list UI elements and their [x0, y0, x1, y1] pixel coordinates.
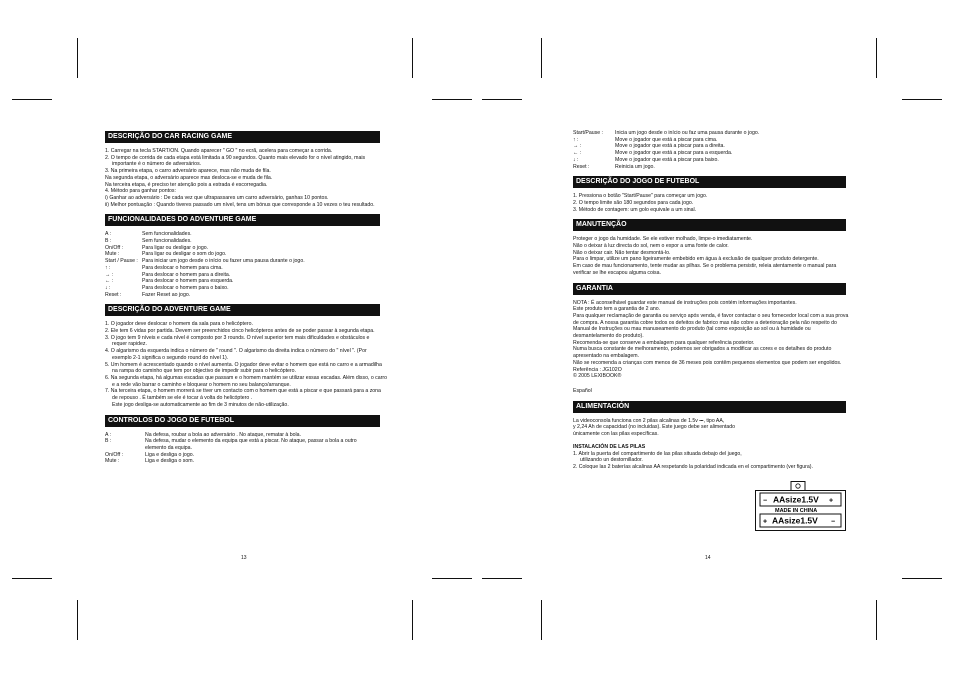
text-line: 6. Na segunda etapa, há algumas escadas que passam e o homem mantém se utilizar essas escadas. Além disso, o carro	[105, 374, 388, 381]
control-key: Reset :	[105, 291, 122, 298]
text-line: Proteger o jogo da humidade. Se ele estiver molhado, limpe-o imediatamente.	[573, 236, 753, 243]
battery-label-top: AAsize1.5V	[773, 494, 819, 505]
control-description: Move o jogador que está a piscar para cima.	[615, 136, 718, 143]
text-line: de compra. A nossa garantia cobre todos os defeitos de fabrico mas não cobre a deterioração pela não respeito do	[573, 319, 837, 326]
crop-mark	[77, 600, 78, 640]
control-key: Mute :	[105, 458, 120, 465]
text-line: Na segunda etapa, o adversário aparece mas desloca-se e muda de fila.	[105, 174, 273, 181]
control-row	[573, 150, 846, 157]
text-line: y 2,24 Ah de capacidad (no incluidas). Este juego debe ser alimentado	[573, 424, 736, 431]
page-number-left: 13	[241, 555, 247, 561]
control-key: B :	[105, 438, 112, 445]
control-description: Para deslocar o homem para a direita.	[142, 271, 231, 278]
text-line: Não se recomenda a crianças com menos de 36 meses pois contêm pequenos elementos que podem ser engolidos.	[573, 359, 842, 366]
control-key: Start/Pause :	[573, 130, 603, 136]
control-row	[105, 258, 380, 265]
language-label: Español	[573, 387, 592, 394]
text-line: apresentado na embalagem.	[573, 353, 640, 360]
control-key: ← :	[105, 278, 114, 285]
control-key: ↑ :	[105, 264, 111, 271]
text-line: 4. Método para ganhar pontos:	[105, 188, 176, 195]
text-line: Este produto tem a garantia de 2 ano.	[573, 306, 661, 313]
control-row	[105, 265, 380, 272]
control-row	[105, 245, 380, 252]
crop-mark	[77, 38, 78, 78]
crop-mark	[902, 99, 942, 100]
text-line: 5. Um homem é acrescentado quando o nível aumenta. O jogador deve evitar o homem que está no carro e a armadilha	[105, 361, 382, 368]
section-title-warranty: GARANTIA	[573, 283, 846, 295]
control-description: Sem funcionalidades.	[142, 231, 192, 238]
text-line: 2. O tempo limite são 180 segundos para cada jogo.	[573, 199, 694, 206]
battery-compartment-figure	[755, 481, 846, 531]
control-description: elemento da equipa.	[145, 444, 193, 451]
control-description: Na defesa, mudar o elemento da equipa que está a piscar. No ataque, passar a bola a outro	[145, 438, 357, 445]
text-line: 1. Abrir la puerta del compartimento de las pilas situada debajo del juego,	[573, 450, 742, 457]
football-controls-continued	[573, 130, 846, 170]
right-page	[573, 130, 849, 471]
text-line: desmantelamento do produto).	[573, 333, 644, 340]
text-line: 4. O algarismo da esquerda indica o número de " round ". O algarismo da direita indica o número do " nível ". (Por	[105, 348, 367, 355]
text-line: La videoconsola funciona con 2 pilas alcalinas de 1.5v ⎓, tipo AA,	[573, 417, 725, 424]
crop-mark	[482, 99, 522, 100]
crop-mark	[876, 600, 877, 640]
control-description: Fazer Reset ao jogo.	[142, 291, 191, 298]
crop-mark	[541, 38, 542, 78]
page-number-right: 14	[705, 555, 711, 561]
text-line: Numa busca constante de melhoramento, podemos ser obrigados a modificar as cores e os detalhes do produto	[573, 346, 832, 353]
text-line: 2. O tempo de corrida de cada etapa está limitada a 90 segundos. Quanto mais elevado for o nível atingido, mais	[105, 154, 366, 161]
crop-mark	[876, 38, 877, 78]
section-body-football-controls	[105, 432, 380, 466]
control-row	[573, 137, 846, 144]
text-line: de repouso . É também se ele é tocar á volta do helicóptero .	[112, 395, 253, 402]
crop-mark	[12, 99, 52, 100]
text-line: NOTA : É aconselhável guardar este manual de instruções pois contém informações importantes.	[573, 299, 797, 306]
control-row	[105, 231, 380, 238]
control-row	[105, 278, 380, 285]
control-description: Sem funcionalidades.	[142, 238, 192, 245]
control-description: Inicia um jogo desde o início ou faz uma pausa durante o jogo.	[615, 130, 760, 136]
text-line: 7. Na terceira etapa, o homem morrerá se tiver um contacto com o homem que está a piscar e que passará para a zona	[105, 388, 381, 395]
section-title-adventure-description: DESCRIÇÃO DO ADVENTURE GAME	[105, 304, 380, 316]
text-line: únicamente con las pilas específicas.	[573, 431, 659, 438]
text-line: Em caso de mau funcionamento, tente mudar as pilhas. Se o problema persistir, releia atentamente o manual para	[573, 263, 837, 270]
text-line: 3. Na primeira etapa, o carro adversário aparece, mas não muda de fila.	[105, 168, 271, 175]
control-row	[105, 452, 380, 459]
text-line: 1. Pressiona o botão "Start/Pause" para começar um jogo.	[573, 193, 708, 200]
control-row	[105, 458, 380, 465]
control-description: Na defesa, roubar a bola ao adversário . No ataque, rematar à bola.	[145, 431, 302, 438]
control-key: Start / Pause :	[105, 258, 138, 265]
control-key: → :	[105, 271, 114, 278]
made-in-china-label: MADE IN CHINA	[775, 508, 818, 514]
section-body-car	[105, 148, 380, 208]
section-body-warranty	[573, 299, 849, 380]
crop-mark	[432, 578, 472, 579]
crop-mark	[432, 99, 472, 100]
text-line: 1. Carregar na tecla START/ON. Quando aparecer " GO " no ecrã, acelera para começar a corrida.	[105, 148, 333, 154]
section-body-maintenance	[573, 236, 846, 276]
battery-minus-sign: −	[831, 518, 836, 526]
control-description: Para iniciar um jogo desde o início ou fazer uma pausa durante o jogo.	[142, 258, 305, 265]
section-body-adventure-functions	[105, 231, 380, 298]
control-key: A :	[105, 431, 112, 438]
text-line: © 2005 LEXIBOOK®	[573, 373, 622, 380]
text-line: Recomenda-se que conserve a embalagem para qualquer referência posterior.	[573, 339, 755, 346]
control-description: Para ligar ou desligar o jogo.	[142, 244, 209, 251]
control-description: Para deslocar o homem para esquerda.	[142, 278, 234, 285]
text-line: Não o deixar à luz directa do sol, nem o expor a uma fonte de calor.	[573, 243, 729, 250]
text-line: Na terceira etapa, é preciso ter atenção pois a estrada é escorregadia.	[105, 181, 268, 188]
control-description: Move o jogador que está a piscar para a direita.	[615, 143, 725, 150]
control-row	[573, 143, 846, 150]
control-key: A :	[105, 231, 112, 238]
control-description: Liga e desliga o som.	[145, 458, 195, 465]
section-body-adventure-description	[105, 321, 388, 408]
text-line: requer rapidez.	[112, 341, 147, 348]
crop-mark	[541, 600, 542, 640]
text-line: Referência : JG102O	[573, 366, 622, 373]
crop-mark	[902, 578, 942, 579]
text-line: Manual de Instruções ou mau manuseamento do produto (tal como exposição ao sol ou à humidade ou	[573, 326, 811, 333]
text-line: 3. O jogo tem 9 níveis e cada nível é composto por 3 rounds. O nível superior tem mais dificuldades e obstáculos e	[105, 334, 370, 341]
control-key: On/Off :	[105, 244, 124, 251]
text-line: na rampa do caminho que tem por objectivo de impedir subir para o helicóptero.	[112, 368, 296, 375]
control-row	[105, 292, 380, 299]
text-line: 2. Ele tem 6 vidas por partida. Devem ser preenchidos cinco helicópteros antes de se poder passar à segunda etapa.	[105, 328, 375, 335]
control-row	[105, 251, 380, 258]
control-key: ↑ :	[573, 136, 579, 143]
battery-label-bottom: AAsize1.5V	[772, 515, 818, 526]
battery-install-heading: INSTALACIÓN DE LAS PILAS	[573, 443, 646, 450]
control-row	[573, 164, 846, 171]
control-key	[105, 445, 145, 452]
control-row	[105, 285, 380, 292]
text-line: i) Ganhar ao adversário : De cada vez que ultrapassares um carro adversário, ganhas 10 pontos.	[105, 194, 329, 201]
control-description: Move o jogador que está a piscar para baixo.	[615, 156, 719, 163]
control-key: Reset :	[573, 163, 590, 170]
control-row	[105, 438, 380, 445]
text-line: Este jogo desliga-se automaticamente ao fim de 3 minutos de não-utilização.	[112, 401, 289, 408]
battery-plus-sign: +	[763, 518, 768, 526]
section-body-alimentacion	[573, 418, 846, 438]
text-line: exemplo 2-1 significa o segundo round do nível 1).	[112, 354, 229, 361]
control-description: Liga e desliga o jogo.	[145, 451, 195, 458]
section-body-football-description	[573, 193, 846, 213]
control-description: Para deslocar o homem para cima.	[142, 264, 223, 271]
crop-mark	[482, 578, 522, 579]
text-line: e a rede vão barrar o caminho e bloquear o homem no seu balanço/arranque.	[112, 381, 291, 388]
control-key: B :	[105, 238, 112, 245]
control-row	[105, 445, 380, 452]
text-line: utilizando un destornillador.	[580, 457, 643, 464]
text-line: ii) Melhor pontuação : Quando tiveres passado um nível, tens um bónus que corresponde a 10 vezes o teu resultado.	[105, 201, 375, 208]
text-line: 1. O jogador deve deslocar o homem da sala para o helicóptero.	[105, 321, 253, 328]
left-page	[105, 131, 388, 465]
control-key: ← :	[573, 150, 582, 157]
control-key: ↓ :	[105, 284, 111, 291]
battery-install-steps	[573, 451, 846, 471]
text-line: importante é o número de adversários.	[112, 161, 202, 168]
control-row	[105, 272, 380, 279]
text-line: Não o deixar cair. Não tentar desmontá-lo.	[573, 249, 671, 256]
control-key: ↓ :	[573, 156, 579, 163]
text-line: verificar se lhe escapou alguma coisa.	[573, 269, 661, 276]
text-line: Para o limpar, utilize um pano ligeiramente embebido em água à exclusão de qualquer produto detergente.	[573, 256, 819, 263]
battery-minus-sign: −	[763, 497, 768, 505]
control-description: Para ligar ou desligar o som do jogo.	[142, 251, 227, 258]
section-title-alimentacion: ALIMENTACIÓN	[573, 401, 846, 413]
control-row	[573, 130, 846, 137]
text-line: 2. Coloque las 2 baterías alcalinas AA respetando la polaridad indicada en el compartimento (ver figura).	[573, 463, 813, 470]
crop-mark	[412, 600, 413, 640]
text-line: 3. Método de contagem: um golo equivale a um sinal.	[573, 206, 697, 213]
crop-mark	[412, 38, 413, 78]
battery-plus-sign: +	[829, 497, 834, 505]
control-description: Para deslocar o homem para o baixo.	[142, 284, 229, 291]
control-description: Move o jogador que está a piscar para a esquerda.	[615, 150, 733, 157]
text-line: Para qualquer reclamação de garantia ou serviço após venda, é favor contactar o seu fornecedor local com a sua prova	[573, 312, 849, 319]
section-title-maintenance: MANUTENÇÃO	[573, 219, 846, 231]
control-row	[105, 238, 380, 245]
control-key: → :	[573, 143, 582, 150]
section-title-adventure-functions: FUNCIONALIDADES DO ADVENTURE GAME	[105, 214, 380, 226]
control-key: On/Off :	[105, 451, 124, 458]
control-description: Reinicia um jogo.	[615, 163, 655, 170]
control-key: Mute :	[105, 251, 120, 258]
section-title-football-description: DESCRIÇÃO DO JOGO DE FUTEBOL	[573, 176, 846, 188]
crop-mark	[12, 578, 52, 579]
control-row	[573, 157, 846, 164]
section-title-car: DESCRIÇÃO DO CAR RACING GAME	[105, 131, 380, 143]
section-title-football-controls: CONTROLOS DO JOGO DE FUTEBOL	[105, 415, 380, 427]
control-row	[105, 432, 380, 439]
